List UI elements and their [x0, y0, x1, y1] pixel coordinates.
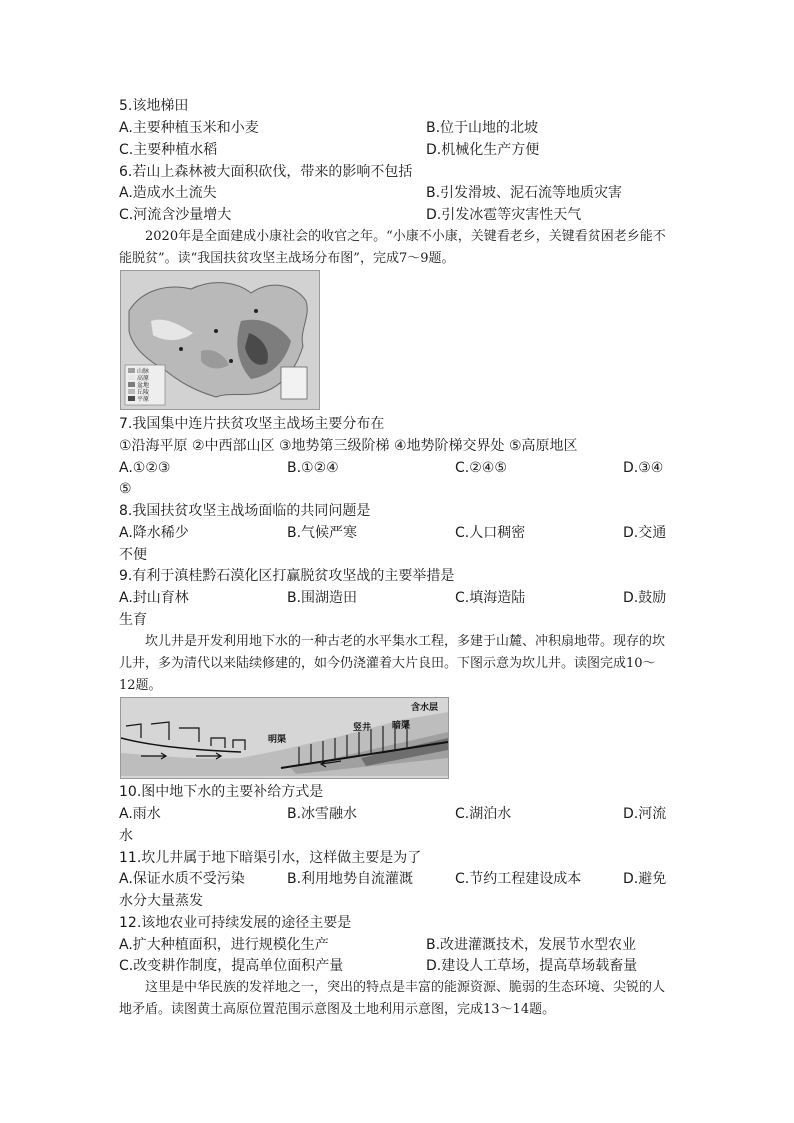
q11-option-b: B.利用地势自流灌溉 [287, 871, 414, 887]
q5-option-a: A.主要种植玉米和小麦 [119, 120, 259, 136]
q12-option-b: B.改进灌溉技术，发展节水型农业 [426, 937, 637, 953]
q7-option-c: C.②④⑤ [455, 460, 507, 476]
q8-option-a: A.降水稀少 [119, 525, 189, 541]
q7-option-a: A.①②③ [119, 460, 171, 476]
q5-option-d: D.机械化生产方便 [426, 142, 540, 158]
q8-option-b: B.气候严寒 [287, 525, 358, 541]
karez-label-hidden: 暗渠 [392, 721, 411, 731]
karez-figure [120, 697, 449, 779]
q9-option-a: A.封山育林 [119, 590, 189, 606]
q6-option-c: C.河流含沙量增大 [119, 207, 232, 223]
q8-option-d: D.交通 [623, 525, 667, 541]
q10-option-d-wrap: 水 [119, 828, 133, 844]
q11-option-a: A.保证水质不受污染 [119, 871, 245, 887]
legend-hills: 丘陵 [137, 389, 150, 396]
q9-option-c: C.填海造陆 [455, 590, 526, 606]
intro-karez: 坎儿井是开发利用地下水的一种古老的水平集水工程，多建于山麓、冲积扇地带。现存的坎儿井，多为清代以来陆续修建的，如今仍浇灌着大片良田。下图示意为坎儿井。读图完成10～12题。 [119, 634, 666, 693]
q10-option-c: C.湖泊水 [455, 806, 512, 822]
q12-stem: 12.该地农业可持续发展的途径主要是 [119, 915, 352, 931]
q9-option-d-wrap: 生育 [119, 612, 147, 628]
q7-stem: 7.我国集中连片扶贫攻坚主战场主要分布在 [119, 416, 385, 432]
intro-loess: 这里是中华民族的发祥地之一，突出的特点是丰富的能源资源、脆弱的生态环境、尖锐的人地矛盾。读图黄土高原位置范围示意图及土地利用示意图，完成13～14题。 [119, 980, 666, 1017]
q11-option-d-wrap: 水分大量蒸发 [119, 893, 203, 909]
q6-stem: 6.若山上森林被大面积砍伐，带来的影响不包括 [119, 164, 413, 180]
q12-option-c: C.改变耕作制度，提高单位面积产量 [119, 958, 344, 974]
q7-option-d: D.③④ [623, 460, 664, 476]
q11-option-c: C.节约工程建设成本 [455, 871, 582, 887]
q7-items: ①沿海平原 ②中西部山区 ③地势第三级阶梯 ④地势阶梯交界处 ⑤高原地区 [119, 438, 578, 454]
q12-option-d: D.建设人工草场，提高草场载畜量 [426, 958, 638, 974]
karez-label-shaft: 竖井 [353, 723, 372, 733]
q10-option-b: B.冰雪融水 [287, 806, 358, 822]
q11-option-d: D.避免 [623, 871, 667, 887]
legend-mountain: 山脉 [137, 368, 150, 375]
q7-option-d-wrap: ⑤ [119, 481, 132, 497]
q11-stem: 11.坎儿井属于地下暗渠引水，这样做主要是为了 [119, 850, 422, 866]
q10-stem: 10.图中地下水的主要补给方式是 [119, 784, 324, 800]
karez-label-aquifer: 含水层 [411, 703, 439, 713]
q10-option-d: D.河流 [623, 806, 667, 822]
q6-option-a: A.造成水土流失 [119, 185, 217, 201]
q6-option-d: D.引发冰雹等灾害性天气 [426, 207, 582, 223]
q8-option-c: C.人口稠密 [455, 525, 526, 541]
q9-stem: 9.有利于滇桂黔石漠化区打赢脱贫攻坚战的主要举措是 [119, 568, 455, 584]
q8-option-d-wrap: 不便 [119, 547, 147, 563]
q5-option-b: B.位于山地的北坡 [426, 120, 539, 136]
q7-option-b: B.①②④ [287, 460, 339, 476]
q8-stem: 8.我国扶贫攻坚主战场面临的共同问题是 [119, 503, 371, 519]
legend-basin: 盆地 [137, 382, 150, 389]
q12-option-a: A.扩大种植面积，进行规模化生产 [119, 937, 329, 953]
q9-option-d: D.鼓励 [623, 590, 667, 606]
q5-option-c: C.主要种植水稻 [119, 142, 218, 158]
karez-label-open: 明渠 [268, 735, 287, 745]
q6-option-b: B.引发滑坡、泥石流等地质灾害 [426, 185, 623, 201]
q9-option-b: B.围湖造田 [287, 590, 358, 606]
legend-plain: 平原 [137, 396, 150, 403]
q5-stem: 5.该地梯田 [119, 98, 189, 114]
poverty-map-figure [120, 270, 320, 410]
intro-poverty: 2020年是全面建成小康社会的收官之年。“小康不小康，关键看老乡，关键看贫困老乡能不能脱贫”。读“我国扶贫攻坚主战场分布图”，完成7～9题。 [119, 229, 666, 266]
legend-plateau: 高原 [137, 375, 150, 382]
q10-option-a: A.雨水 [119, 806, 161, 822]
